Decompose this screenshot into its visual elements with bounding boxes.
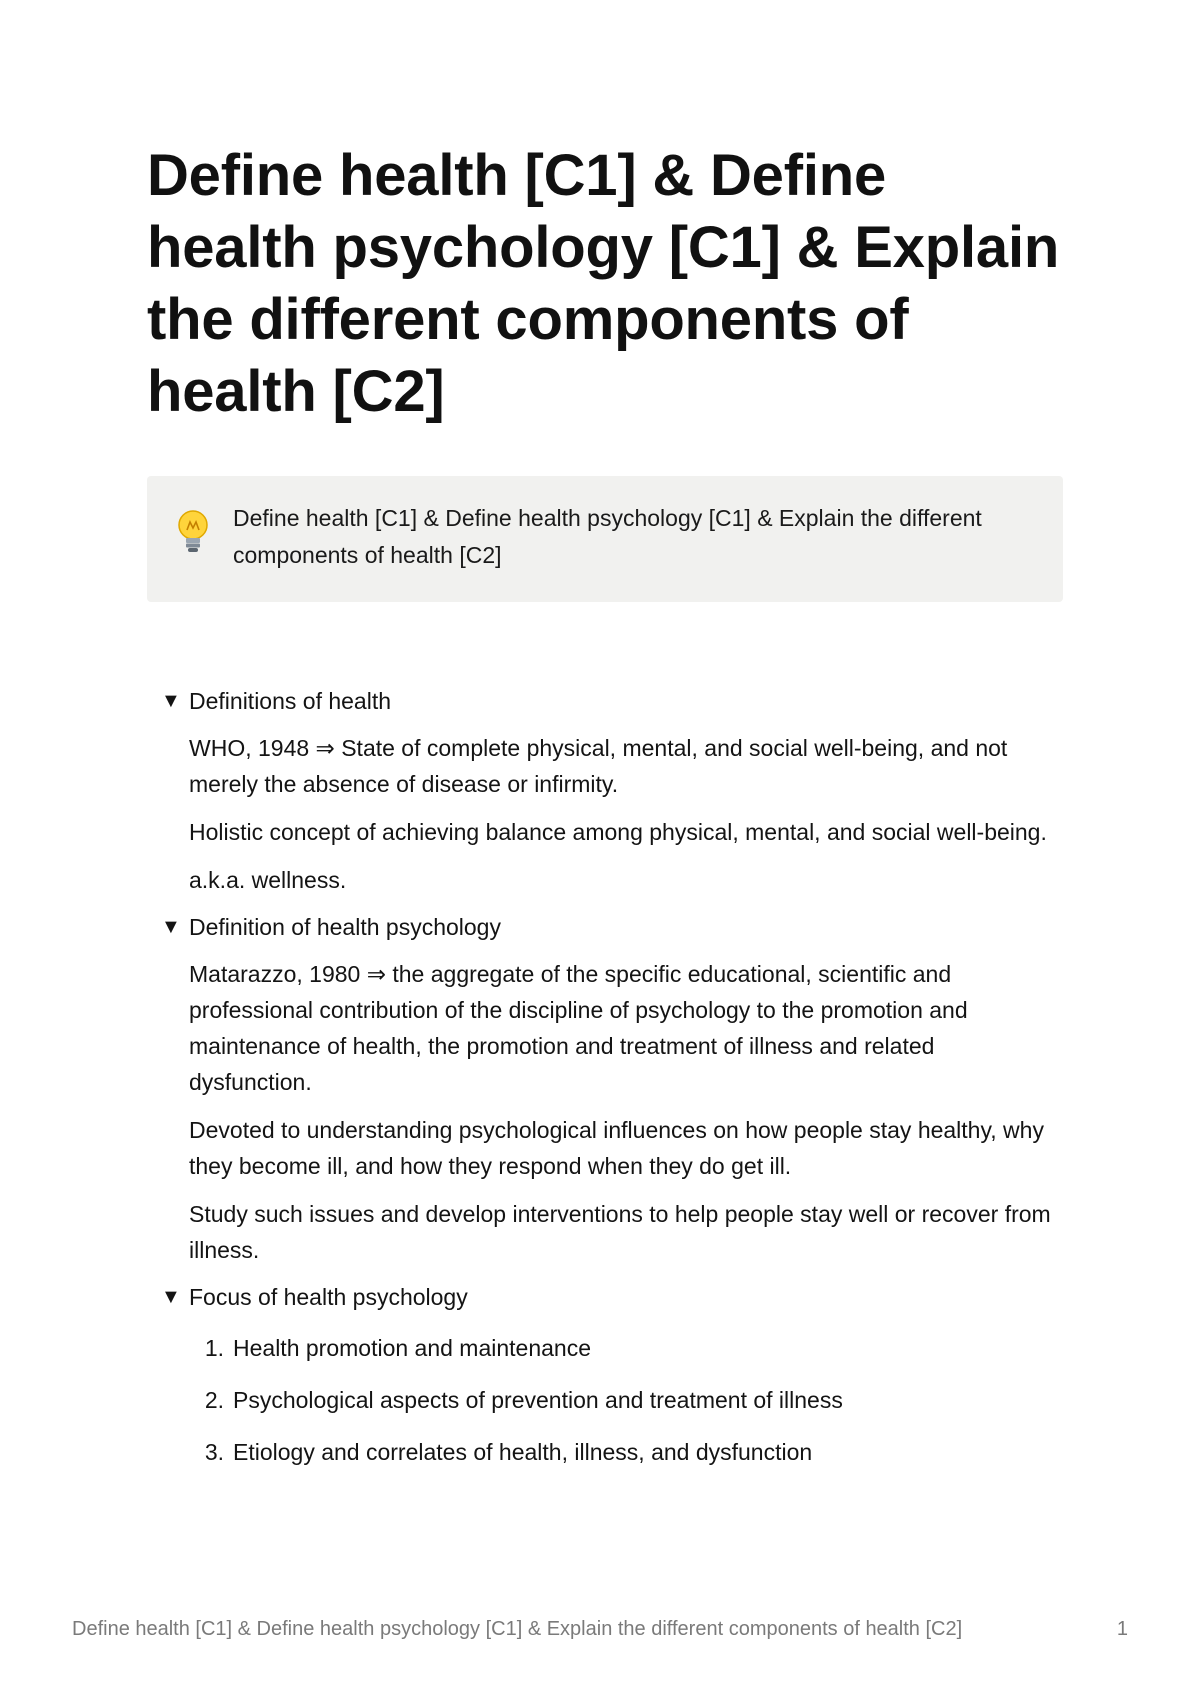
list-item — [189, 1382, 1063, 1418]
footer-text: Define health [C1] & Define health psychology [C1] & Explain the different components of health [C2] — [72, 1618, 963, 1640]
callout-text: Define health [C1] & Define health psychology [C1] & Explain the different components of health [C2] — [233, 505, 982, 568]
toggle-title: Definitions of health — [189, 688, 392, 714]
list-item — [189, 1434, 1063, 1470]
list-item — [189, 1330, 1063, 1366]
toggle-header[interactable] — [161, 1280, 1063, 1314]
toggle-header[interactable] — [161, 910, 1063, 944]
paragraph: Devoted to understanding psychological influences on how people stay healthy, why they become ill, and how they respond when they do get ill. — [189, 1117, 1044, 1179]
lightbulb-icon — [173, 508, 213, 558]
page-footer — [72, 1618, 1128, 1641]
toggle-focus-of-health-psychology — [161, 1280, 1063, 1470]
list-item-text: Etiology and correlates of health, illness, and dysfunction — [233, 1439, 813, 1465]
paragraph: a.k.a. wellness. — [189, 867, 347, 893]
list-item-text: Psychological aspects of prevention and treatment of illness — [233, 1387, 843, 1413]
toggle-header[interactable] — [161, 684, 1063, 718]
list-number: 1. — [204, 1335, 224, 1361]
list-number: 2. — [204, 1387, 224, 1413]
callout-box — [147, 476, 1063, 602]
paragraph: Study such issues and develop interventions to help people stay well or recover from illness. — [189, 1201, 1051, 1263]
toggle-body — [189, 730, 1063, 898]
list-item-text: Health promotion and maintenance — [233, 1335, 592, 1361]
paragraph: Holistic concept of achieving balance among physical, mental, and social well-being. — [189, 819, 1047, 845]
paragraph: WHO, 1948 ⇒ State of complete physical, mental, and social well-being, and not merely the absence of disease or infirmity. — [189, 735, 1008, 797]
toggle-list — [161, 684, 1063, 1470]
numbered-list — [189, 1330, 1063, 1470]
list-number: 3. — [204, 1439, 224, 1465]
toggle-definition-of-health-psychology — [161, 910, 1063, 1268]
paragraph: Matarazzo, 1980 ⇒ the aggregate of the specific educational, scientific and professional contribution of the discipline of psychology to the promotion and maintenance of health, the promotion and treatment of illness and related dysfunction. — [189, 961, 968, 1095]
toggle-title: Focus of health psychology — [189, 1284, 468, 1310]
triangle-down-icon[interactable]: ▼ — [161, 690, 181, 712]
toggle-title: Definition of health psychology — [189, 914, 501, 940]
document-page — [147, 140, 1063, 1470]
toggle-body — [189, 1330, 1063, 1470]
page-title: Define health [C1] & Define health psychology [C1] & Explain the different components of health [C2] — [147, 143, 1060, 424]
triangle-down-icon[interactable]: ▼ — [161, 1286, 181, 1308]
toggle-body — [189, 956, 1063, 1268]
toggle-definitions-of-health — [161, 684, 1063, 898]
page-number: 1 — [1116, 1618, 1128, 1640]
triangle-down-icon[interactable]: ▼ — [161, 916, 181, 938]
